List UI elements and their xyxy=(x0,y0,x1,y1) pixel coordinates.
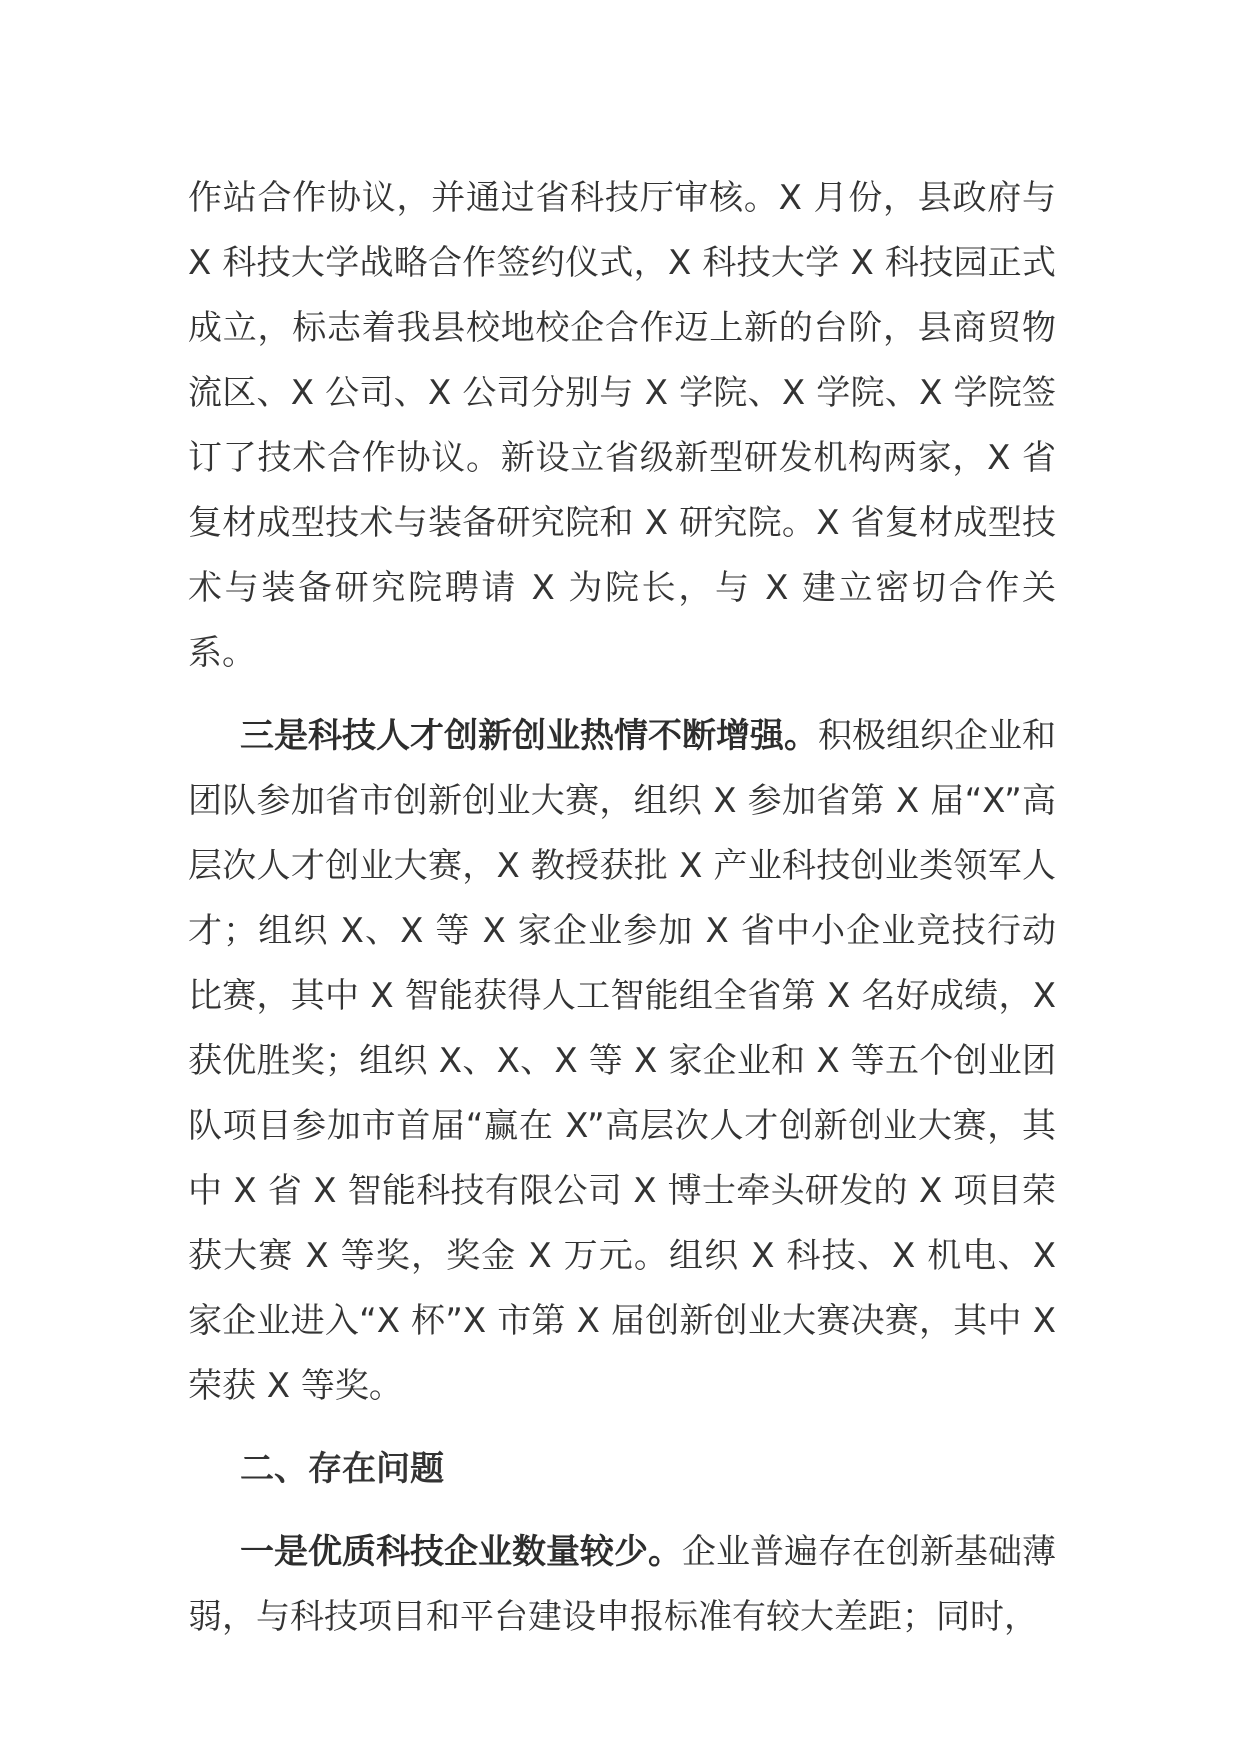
paragraph-text: 企业普遍存在创新基础薄弱，与科技项目和平台建设申报标准有较大差距；同时， xyxy=(188,1532,1056,1637)
paragraph-text: 积极组织企业和团队参加省市创新创业大赛，组织 X 参加省第 X 届“X”高层次人才创业大赛，X 教授获批 X 产业科技创业类领军人才；组织 X、X 等 X 家企业参加 X 省中小企业竞技行动比赛，其中 X 智能获得人工智能组全省第 X 名好成绩，X 获优胜奖；组织 X、X、X 等 X 家企业和 X 等五个创业团队项目参加市首届“赢在 X”高层次人才创新创业大赛，其中 X 省 X 智能科技有限公司 X 博士牵头研发的 X 项目荣获大赛 X 等奖，奖金 X 万元。组织 X 科技、X 机电、X 家企业进入“X 杯”X 市第 X 届创新创业大赛决赛，其中 X 荣获 X 等奖。 xyxy=(188,716,1056,1406)
paragraph-problems xyxy=(188,1520,1056,1650)
paragraph-lead: 三是科技人才创新创业热情不断增强。 xyxy=(240,716,818,756)
paragraph-lead: 一是优质科技企业数量较少。 xyxy=(240,1532,682,1572)
section-heading: 二、存在问题 xyxy=(240,1449,444,1489)
paragraph-cooperation xyxy=(188,166,1056,686)
paragraph-talent xyxy=(188,704,1056,1419)
document-page xyxy=(188,166,1056,1668)
paragraph-text: 作站合作协议，并通过省科技厅审核。X 月份，县政府与 X 科技大学战略合作签约仪式，X 科技大学 X 科技园正式成立，标志着我县校地校企合作迈上新的台阶，县商贸物流区、X 公司、X 公司分别与 X 学院、X 学院、X 学院签订了技术合作协议。新设立省级新型研发机构两家，X 省复材成型技术与装备研究院和 X 研究院。X 省复材成型技术与装备研究院聘请 X 为院长，与 X 建立密切合作关系。 xyxy=(188,178,1056,673)
